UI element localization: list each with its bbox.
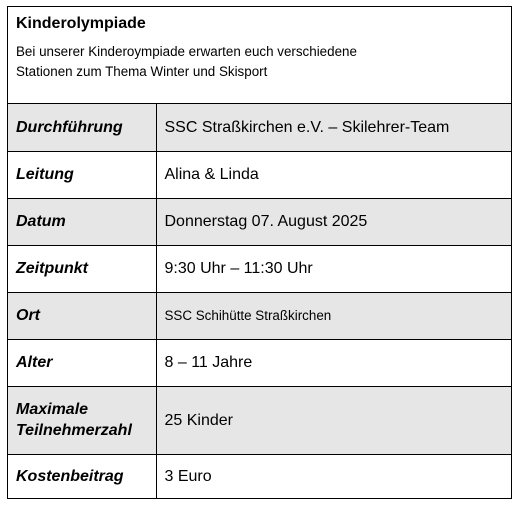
row-value-kostenbeitrag: 3 Euro bbox=[156, 454, 511, 499]
row-label-durchfuehrung: Durchführung bbox=[8, 104, 156, 151]
row-label-teilnehmerzahl bbox=[8, 386, 156, 454]
row-value-datum: Donnerstag 07. August 2025 bbox=[156, 198, 511, 245]
event-details-table bbox=[8, 104, 511, 499]
table-row-leitung bbox=[8, 151, 511, 198]
event-intro bbox=[16, 42, 503, 82]
table-row-alter bbox=[8, 339, 511, 386]
row-value-ort: SSC Schihütte Straßkirchen bbox=[156, 292, 511, 339]
row-label-datum: Datum bbox=[8, 198, 156, 245]
row-value-alter: 8 – 11 Jahre bbox=[156, 339, 511, 386]
table-row-zeitpunkt bbox=[8, 245, 511, 292]
row-label-kostenbeitrag: Kostenbeitrag bbox=[8, 454, 156, 499]
row-label-leitung: Leitung bbox=[8, 151, 156, 198]
row-value-teilnehmerzahl: 25 Kinder bbox=[156, 386, 511, 454]
card-header bbox=[8, 7, 511, 104]
table-row-teilnehmerzahl bbox=[8, 386, 511, 454]
row-value-zeitpunkt: 9:30 Uhr – 11:30 Uhr bbox=[156, 245, 511, 292]
row-value-durchfuehrung: SSC Straßkirchen e.V. – Skilehrer-Team bbox=[156, 104, 511, 151]
table-row-durchfuehrung bbox=[8, 104, 511, 151]
table-row-ort bbox=[8, 292, 511, 339]
intro-line-2: Stationen zum Thema Winter und Skisport bbox=[16, 64, 268, 79]
row-label-alter: Alter bbox=[8, 339, 156, 386]
row-label-teilnehmerzahl-line-2: Teilnehmerzahl bbox=[16, 422, 132, 439]
table-row-datum bbox=[8, 198, 511, 245]
row-label-teilnehmerzahl-line-1: Maximale bbox=[16, 401, 89, 418]
event-title: Kinderolympiade bbox=[16, 15, 146, 32]
event-info-card bbox=[7, 6, 512, 499]
row-label-zeitpunkt: Zeitpunkt bbox=[8, 245, 156, 292]
row-label-ort: Ort bbox=[8, 292, 156, 339]
table-row-kostenbeitrag bbox=[8, 454, 511, 499]
row-value-leitung: Alina & Linda bbox=[156, 151, 511, 198]
intro-line-1: Bei unserer Kinderoympiade erwarten euch verschiedene bbox=[16, 44, 357, 59]
